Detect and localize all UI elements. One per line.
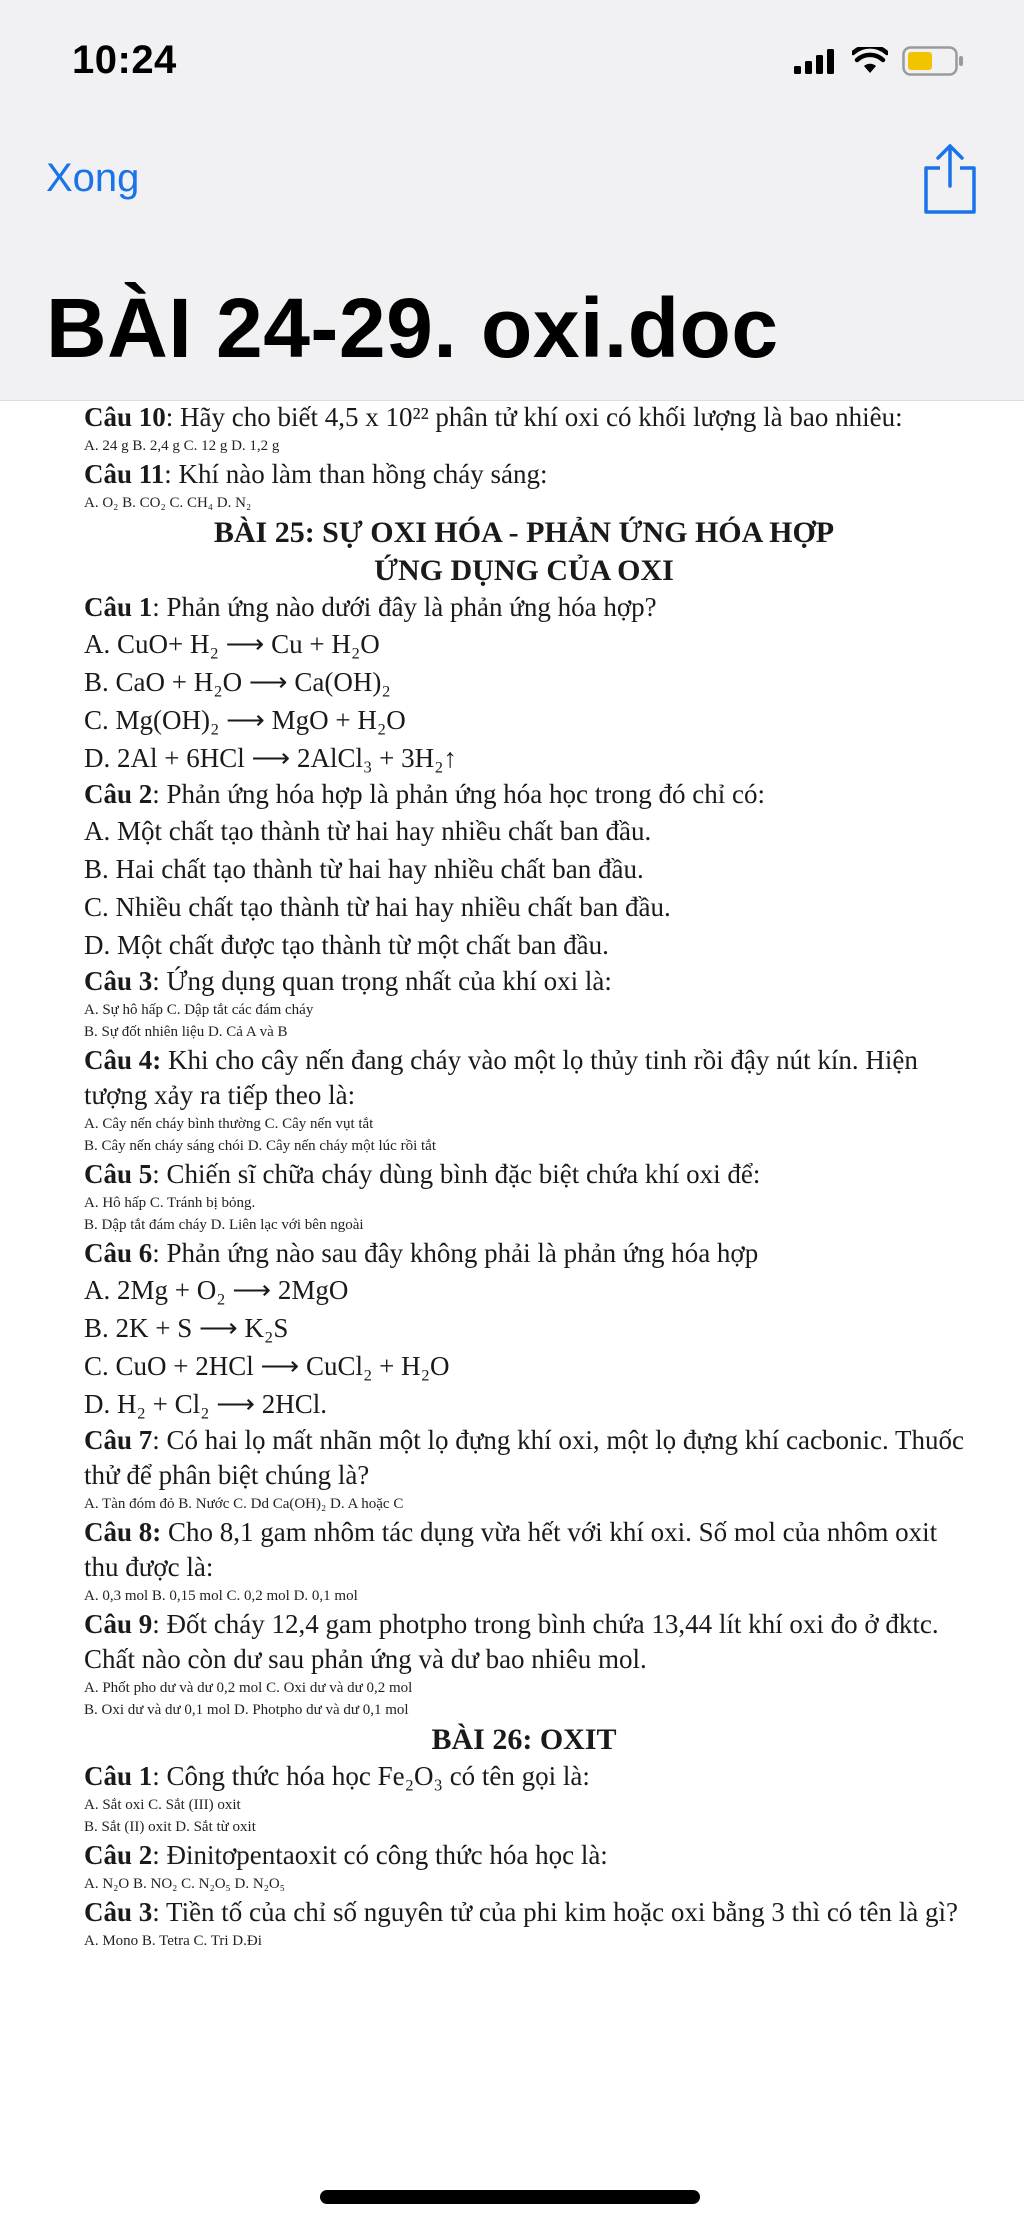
- answer-options: [84, 1794, 964, 1816]
- question-text: [84, 1423, 964, 1493]
- question-label: Câu 11: [84, 459, 165, 489]
- answer-options: [84, 1271, 964, 1309]
- document-title-bar: [0, 280, 1024, 401]
- block-text: B. 2K + S ⟶ K₂S: [84, 1313, 289, 1343]
- block-text: D. 2Al + 6HCl ⟶ 2AlCl₃ + 3H₂↑: [84, 743, 458, 773]
- answer-options: [84, 739, 964, 777]
- question-label: Câu 10: [84, 402, 166, 432]
- status-time: 10:24: [72, 38, 177, 82]
- answer-options: [84, 1347, 964, 1385]
- block-text: C. Nhiều chất tạo thành từ hai hay nhiều chất ban đầu.: [84, 892, 671, 922]
- battery-icon: [902, 46, 964, 76]
- question-label: Câu 6: [84, 1238, 153, 1268]
- question-text: [84, 777, 964, 812]
- section-heading: [84, 1721, 964, 1759]
- home-indicator[interactable]: [320, 2190, 700, 2204]
- block-text: : Có hai lọ mất nhãn một lọ đựng khí oxi, một lọ đựng khí cacbonic. Thuốc thử để phân biệt chúng là?: [84, 1425, 964, 1490]
- question-label: Câu 4:: [84, 1045, 162, 1075]
- answer-options: [84, 701, 964, 739]
- block-text: A. Phốt pho dư và dư 0,2 mol C. Oxi dư và dư 0,2 mol: [84, 1680, 413, 1696]
- answer-options: [84, 1135, 964, 1157]
- block-text: : Chiến sĩ chữa cháy dùng bình đặc biệt chứa khí oxi để:: [152, 1159, 761, 1189]
- block-text: A. Sự hô hấp C. Dập tắt các đám cháy: [84, 1002, 314, 1018]
- question-label: Câu 2: [84, 1840, 153, 1870]
- block-text: B. CaO + H₂O ⟶ Ca(OH)₂: [84, 667, 391, 697]
- section-heading: [84, 552, 964, 590]
- block-text: A. Hô hấp C. Tránh bị bỏng.: [84, 1195, 256, 1211]
- question-label: Câu 3: [84, 966, 153, 996]
- block-text: : Đinitơpentaoxit có công thức hóa học là:: [152, 1840, 608, 1870]
- answer-options: [84, 625, 964, 663]
- question-text: [84, 1236, 964, 1271]
- answer-options: [84, 663, 964, 701]
- block-text: B. Dập tắt đám cháy D. Liên lạc với bên ngoài: [84, 1217, 364, 1233]
- block-text: Khi cho cây nến đang cháy vào một lọ thủy tinh rồi đậy nút kín. Hiện tượng xảy ra tiếp theo là:: [84, 1045, 918, 1110]
- question-text: [84, 1157, 964, 1192]
- answer-options: [84, 1585, 964, 1607]
- block-text: : Tiền tố của chỉ số nguyên tử của phi kim hoặc oxi bằng 3 thì có tên là gì?: [152, 1897, 959, 1927]
- block-text: B. Sự đốt nhiên liệu D. Cả A và B: [84, 1024, 288, 1040]
- question-text: [84, 1607, 964, 1677]
- block-text: : Ứng dụng quan trọng nhất của khí oxi là:: [152, 966, 612, 996]
- answer-options: [84, 1699, 964, 1721]
- block-text: BÀI 25: SỰ OXI HÓA - PHẢN ỨNG HÓA HỢP: [213, 516, 835, 549]
- block-text: BÀI 26: OXIT: [431, 1723, 617, 1756]
- block-text: A. Tàn đóm đỏ B. Nước C. Dd Ca(OH)₂ D. A hoặc C: [84, 1496, 404, 1512]
- block-text: A. 2Mg + O₂ ⟶ 2MgO: [84, 1275, 349, 1305]
- question-label: Câu 9: [84, 1609, 153, 1639]
- answer-options: [84, 850, 964, 888]
- question-text: [84, 1043, 964, 1113]
- answer-options: [84, 1873, 964, 1895]
- block-text: B. Cây nến cháy sáng chói D. Cây nến cháy một lúc rồi tắt: [84, 1138, 436, 1154]
- block-text: : Phản ứng nào dưới đây là phản ứng hóa hợp?: [152, 592, 657, 622]
- question-text: [84, 1895, 964, 1930]
- question-text: [84, 590, 964, 625]
- question-text: [84, 1838, 964, 1873]
- question-label: Câu 7: [84, 1425, 153, 1455]
- share-icon[interactable]: [920, 142, 980, 216]
- answer-options: [84, 1113, 964, 1135]
- answer-options: [84, 926, 964, 964]
- block-text: A. O₂ B. CO₂ C. CH₄ D. N₂: [84, 495, 252, 511]
- block-text: Cho 8,1 gam nhôm tác dụng vừa hết với khí oxi. Số mol của nhôm oxit thu được là:: [84, 1517, 938, 1582]
- block-text: A. 24 g B. 2,4 g C. 12 g D. 1,2 g: [84, 438, 280, 454]
- block-text: : Đốt cháy 12,4 gam photpho trong bình chứa 13,44 lít khí oxi đo ở đktc. Chất nào còn dư sau phản ứng và dư bao nhiêu mol.: [84, 1609, 939, 1674]
- answer-options: [84, 492, 964, 514]
- block-text: A. 0,3 mol B. 0,15 mol C. 0,2 mol D. 0,1 mol: [84, 1588, 358, 1604]
- block-text: A. Một chất tạo thành từ hai hay nhiều chất ban đầu.: [84, 816, 652, 846]
- block-text: : Khí nào làm than hồng cháy sáng:: [164, 459, 548, 489]
- answer-options: [84, 1816, 964, 1838]
- block-text: C. Mg(OH)₂ ⟶ MgO + H₂O: [84, 705, 406, 735]
- block-text: : Phản ứng hóa hợp là phản ứng hóa học trong đó chỉ có:: [152, 779, 765, 809]
- question-text: [84, 457, 964, 492]
- done-button[interactable]: Xong: [46, 156, 140, 200]
- wifi-icon: [852, 47, 888, 75]
- answer-options: [84, 888, 964, 926]
- block-text: ỨNG DỤNG CỦA OXI: [374, 554, 674, 587]
- answer-options: [84, 1309, 964, 1347]
- question-text: [84, 1515, 964, 1585]
- block-text: B. Hai chất tạo thành từ hai hay nhiều chất ban đầu.: [84, 854, 644, 884]
- block-text: C. CuO + 2HCl ⟶ CuCl₂ + H₂O: [84, 1351, 450, 1381]
- block-text: B. Sắt (II) oxit D. Sắt từ oxit: [84, 1819, 256, 1835]
- navigation-bar: [0, 120, 1024, 280]
- block-text: : Phản ứng nào sau đây không phải là phản ứng hóa hợp: [152, 1238, 759, 1268]
- question-label: Câu 1: [84, 592, 153, 622]
- question-label: Câu 5: [84, 1159, 153, 1189]
- answer-options: [84, 1677, 964, 1699]
- status-bar: [0, 0, 1024, 120]
- block-text: B. Oxi dư và dư 0,1 mol D. Photpho dư và dư 0,1 mol: [84, 1702, 409, 1718]
- block-text: A. Sắt oxi C. Sắt (III) oxit: [84, 1797, 241, 1813]
- block-text: A. CuO+ H₂ ⟶ Cu + H₂O: [84, 629, 380, 659]
- answer-options: [84, 1214, 964, 1236]
- document-content: [84, 400, 964, 1952]
- status-icons: [794, 46, 964, 76]
- answer-options: [84, 1192, 964, 1214]
- section-heading: [84, 514, 964, 552]
- block-text: : Hãy cho biết 4,5 x 10²² phân tử khí oxi có khối lượng là bao nhiêu:: [165, 402, 903, 432]
- answer-options: [84, 999, 964, 1021]
- question-label: Câu 8:: [84, 1517, 162, 1547]
- answer-options: [84, 812, 964, 850]
- question-label: Câu 1: [84, 1761, 153, 1791]
- question-label: Câu 3: [84, 1897, 153, 1927]
- cellular-signal-icon: [794, 48, 838, 74]
- question-label: Câu 2: [84, 779, 153, 809]
- block-text: D. H₂ + Cl₂ ⟶ 2HCl.: [84, 1389, 328, 1419]
- block-text: A. N₂O B. NO₂ C. N₂O₅ D. N₂O₅: [84, 1876, 285, 1892]
- answer-options: [84, 435, 964, 457]
- block-text: : Công thức hóa học Fe₂O₃ có tên gọi là:: [152, 1761, 590, 1791]
- answer-options: [84, 1021, 964, 1043]
- document-title: BÀI 24-29. oxi.doc: [46, 281, 779, 375]
- question-text: [84, 964, 964, 999]
- block-text: D. Một chất được tạo thành từ một chất ban đầu.: [84, 930, 609, 960]
- answer-options: [84, 1385, 964, 1423]
- block-text: A. Mono B. Tetra C. Tri D.Đi: [84, 1933, 262, 1949]
- answer-options: [84, 1930, 964, 1952]
- block-text: A. Cây nến cháy bình thường C. Cây nến vụt tắt: [84, 1116, 374, 1132]
- question-text: [84, 400, 964, 435]
- question-text: [84, 1759, 964, 1794]
- answer-options: [84, 1493, 964, 1515]
